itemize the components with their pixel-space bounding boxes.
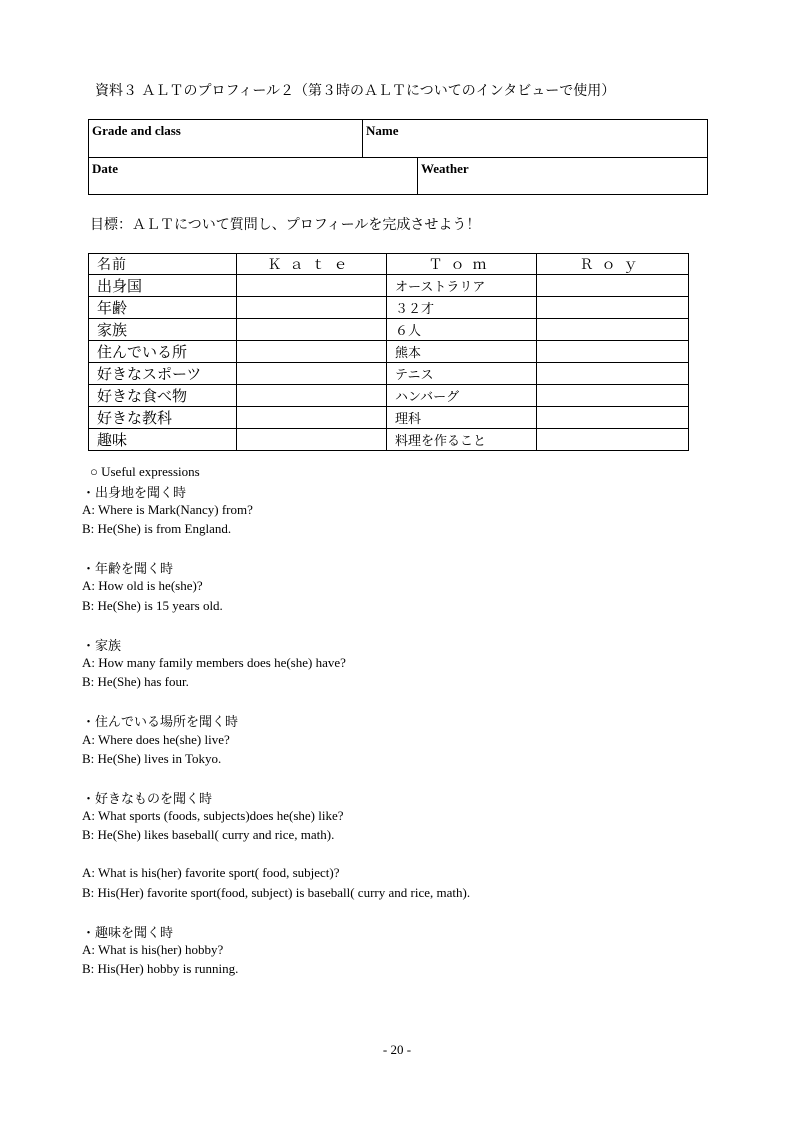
cell-kate xyxy=(237,297,387,319)
table-row xyxy=(89,275,689,297)
cell-tom: オーストラリア xyxy=(387,275,537,297)
expression-line: A: What is his(her) hobby? xyxy=(82,942,224,957)
info-box-divider xyxy=(417,157,418,194)
expression-line: B: He(She) is 15 years old. xyxy=(82,598,223,613)
document-title: 資料３ ＡＬＴのプロフィール２（第３時のＡＬＴについてのインタビューで使用） xyxy=(95,83,616,99)
profile-table xyxy=(88,253,689,451)
row-label: 出身国 xyxy=(89,275,237,297)
cell-roy xyxy=(537,363,689,385)
grade-class-label: Grade and class xyxy=(92,123,181,138)
cell-kate xyxy=(237,385,387,407)
table-row xyxy=(89,341,689,363)
cell-kate xyxy=(237,319,387,341)
student-info-box xyxy=(88,119,708,195)
cell-tom: ３２才 xyxy=(387,297,537,319)
cell-roy xyxy=(537,429,689,451)
expression-line: A: Where is Mark(Nancy) from? xyxy=(82,502,253,517)
goal-text: 目標：ＡＬＴについて質問し、プロフィールを完成させよう！ xyxy=(90,217,481,233)
name-label: Name xyxy=(366,123,399,138)
expression-topic: ・家族 xyxy=(82,639,122,654)
cell-kate xyxy=(237,341,387,363)
cell-tom: 理科 xyxy=(387,407,537,429)
cell-tom: ハンバーグ xyxy=(387,385,537,407)
cell-roy xyxy=(537,297,689,319)
cell-kate xyxy=(237,363,387,385)
table-row xyxy=(89,319,689,341)
weather-label: Weather xyxy=(421,161,469,176)
info-box-divider xyxy=(89,157,707,158)
cell-roy xyxy=(537,319,689,341)
info-box-divider xyxy=(362,120,363,157)
cell-kate xyxy=(237,429,387,451)
cell-roy xyxy=(537,275,689,297)
expression-topic: ・住んでいる場所を聞く時 xyxy=(82,715,239,730)
expression-topic: ・年齢を聞く時 xyxy=(82,562,174,577)
cell-tom: テニス xyxy=(387,363,537,385)
page-number: - 20 - xyxy=(382,1042,412,1057)
row-label: 年齢 xyxy=(89,297,237,319)
header-name: 名前 xyxy=(89,254,237,275)
expression-line: B: He(She) likes baseball( curry and rice, math). xyxy=(82,827,335,842)
cell-tom: 料理を作ること xyxy=(387,429,537,451)
expression-line: A: Where does he(she) live? xyxy=(82,732,230,747)
cell-kate xyxy=(237,275,387,297)
expression-line: A: How many family members does he(she) have? xyxy=(82,655,346,670)
table-row xyxy=(89,407,689,429)
expression-line: A: What is his(her) favorite sport( food, subject)? xyxy=(82,865,340,880)
expression-line: A: What sports (foods, subjects)does he(she) like? xyxy=(82,808,344,823)
expression-line: B: He(She) lives in Tokyo. xyxy=(82,751,222,766)
table-row xyxy=(89,297,689,319)
date-label: Date xyxy=(92,161,118,176)
expressions-heading: ○ Useful expressions xyxy=(90,464,200,479)
cell-kate xyxy=(237,407,387,429)
cell-roy xyxy=(537,341,689,363)
expression-line: B: He(She) has four. xyxy=(82,674,189,689)
expression-line: B: He(She) is from England. xyxy=(82,521,232,536)
row-label: 家族 xyxy=(89,319,237,341)
expression-topic: ・趣味を聞く時 xyxy=(82,926,174,941)
expression-topic: ・好きなものを聞く時 xyxy=(82,792,213,807)
expression-line: A: How old is he(she)? xyxy=(82,578,203,593)
header-tom: Ｔｏｍ xyxy=(387,254,537,275)
cell-roy xyxy=(537,385,689,407)
expression-line: B: His(Her) favorite sport(food, subject) is baseball( curry and rice, math). xyxy=(82,885,471,900)
expression-line: B: His(Her) hobby is running. xyxy=(82,961,239,976)
cell-roy xyxy=(537,407,689,429)
table-row xyxy=(89,429,689,451)
row-label: 住んでいる所 xyxy=(89,341,237,363)
cell-tom: 熊本 xyxy=(387,341,537,363)
table-header-row xyxy=(89,254,689,275)
cell-tom: ６人 xyxy=(387,319,537,341)
row-label: 趣味 xyxy=(89,429,237,451)
row-label: 好きなスポーツ xyxy=(89,363,237,385)
row-label: 好きな食べ物 xyxy=(89,385,237,407)
table-row xyxy=(89,363,689,385)
header-kate: Ｋａｔｅ xyxy=(237,254,387,275)
header-roy: Ｒｏｙ xyxy=(537,254,689,275)
table-row xyxy=(89,385,689,407)
expression-topic: ・出身地を聞く時 xyxy=(82,486,187,501)
row-label: 好きな教科 xyxy=(89,407,237,429)
